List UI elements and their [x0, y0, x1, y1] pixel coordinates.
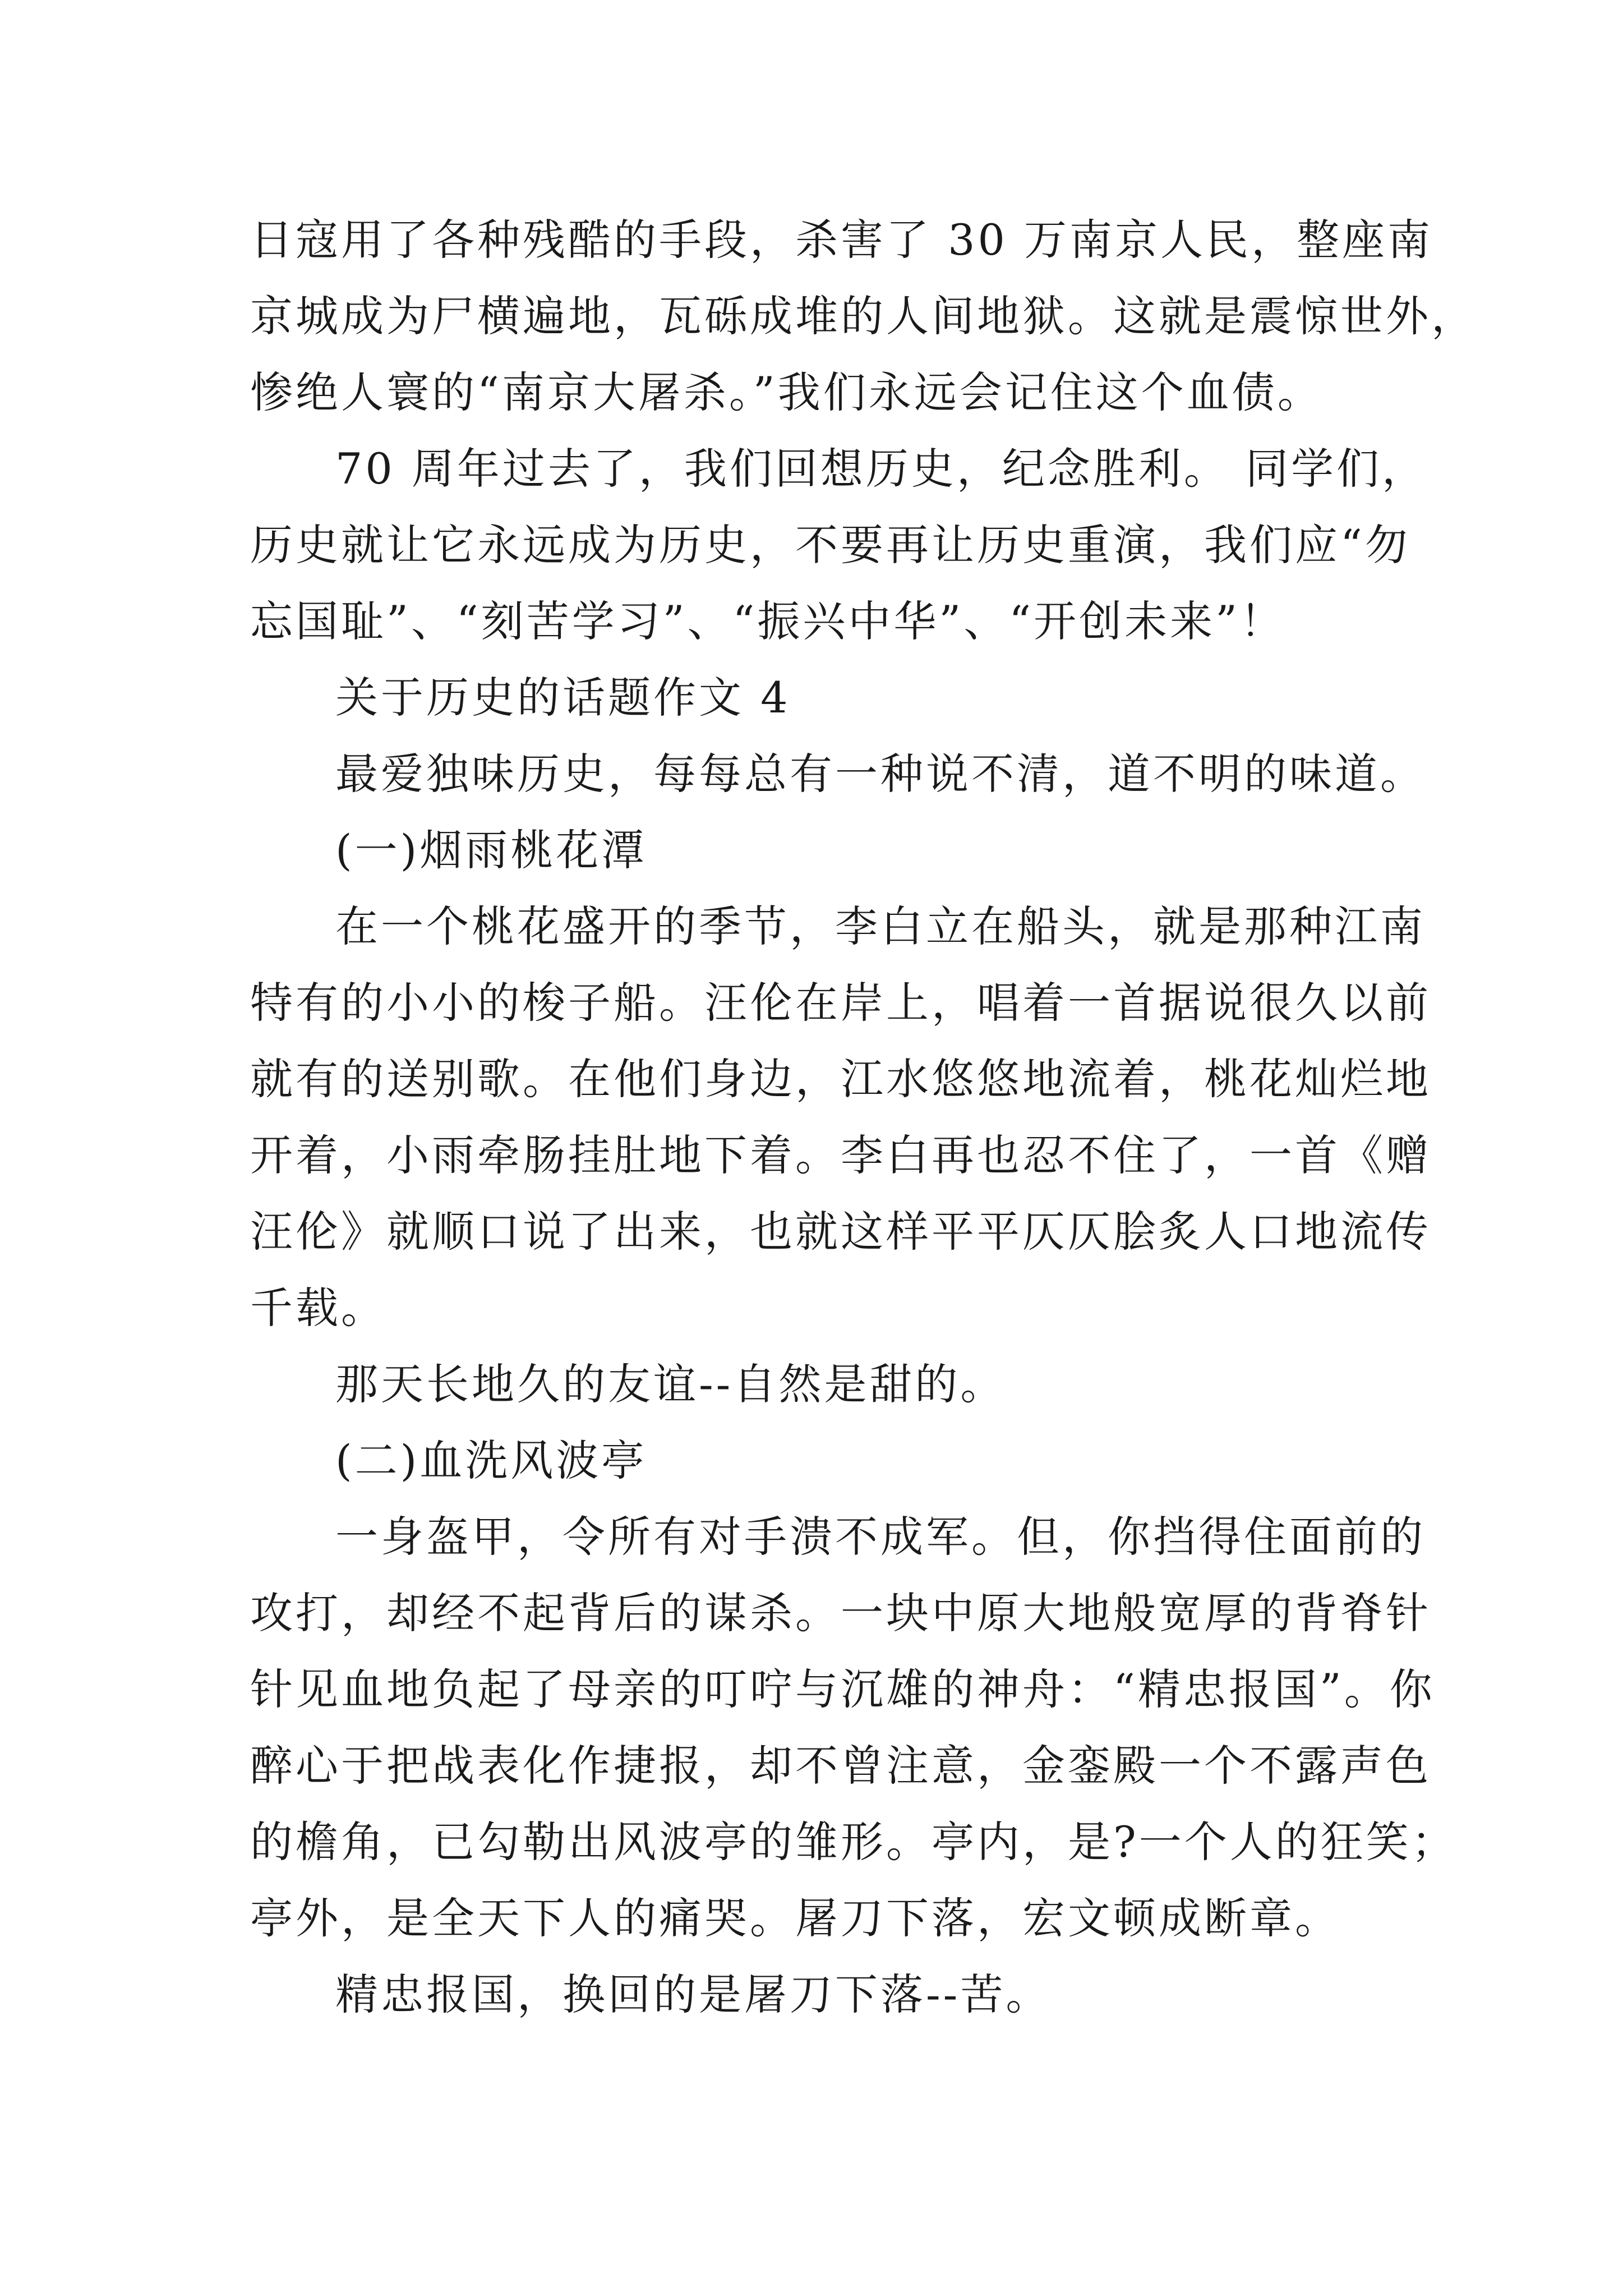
text-line: 攻打，却经不起背后的谋杀。一块中原大地般宽厚的背脊针: [250, 1588, 1431, 1638]
text-line: 最爱独味历史，每每总有一种说不清，道不明的味道。: [335, 749, 1426, 799]
text-line: 特有的小小的梭子船。汪伦在岸上，唱着一首据说很久以前: [250, 978, 1431, 1028]
text-line: 那天长地久的友谊--自然是甜的。: [335, 1359, 1006, 1409]
text-line: 精忠报国，换回的是屠刀下落--苦。: [335, 1970, 1052, 2019]
text-line: 一身盔甲，令所有对手溃不成军。但，你挡得住面前的: [335, 1512, 1426, 1562]
text-line: 70 周年过去了，我们回想历史，纪念胜利。 同学们，: [335, 444, 1428, 494]
text-line: 汪伦》就顺口说了出来，也就这样平平仄仄脍炙人口地流传: [250, 1207, 1431, 1257]
text-line: 历史就让它永远成为历史，不要再让历史重演，我们应“勿: [250, 520, 1410, 570]
text-line: 日寇用了各种残酷的手段，杀害了 30 万南京人民，整座南: [250, 215, 1433, 265]
text-line: 京城成为尸横遍地，瓦砾成堆的人间地狱。这就是震惊世外，: [250, 291, 1477, 341]
text-line: 在一个桃花盛开的季节，李白立在船头，就是那种江南: [335, 901, 1426, 951]
text-line: (一)烟雨桃花潭: [335, 825, 647, 875]
text-line: 关于历史的话题作文 4: [335, 673, 791, 723]
text-line: 开着，小雨牵肠挂肚地下着。李白再也忍不住了，一首《赠: [250, 1130, 1431, 1180]
text-line: 忘国耻”、“刻苦学习”、“振兴中华”、“开创未来”！: [250, 596, 1285, 646]
text-line: 的檐角，已勾勒出风波亭的雏形。亭内，是?一个人的狂笑；: [250, 1817, 1457, 1867]
text-line: 亭外，是全天下人的痛哭。屠刀下落，宏文顿成断章。: [250, 1893, 1340, 1943]
text-line: 醉心于把战表化作捷报，却不曾注意，金銮殿一个不露声色: [250, 1741, 1431, 1791]
text-line: 就有的送别歌。在他们身边，江水悠悠地流着，桃花灿烂地: [250, 1054, 1431, 1104]
essay-text-block: [250, 202, 1477, 2033]
text-line: 千载。: [250, 1283, 386, 1333]
text-line: 惨绝人寰的“南京大屠杀。”我们永远会记住这个血债。: [250, 367, 1323, 417]
text-line: 针见血地负起了母亲的叮咛与沉雄的神舟：“精忠报国”。你: [250, 1664, 1435, 1714]
text-line: (二)血洗风波亭: [335, 1435, 647, 1485]
